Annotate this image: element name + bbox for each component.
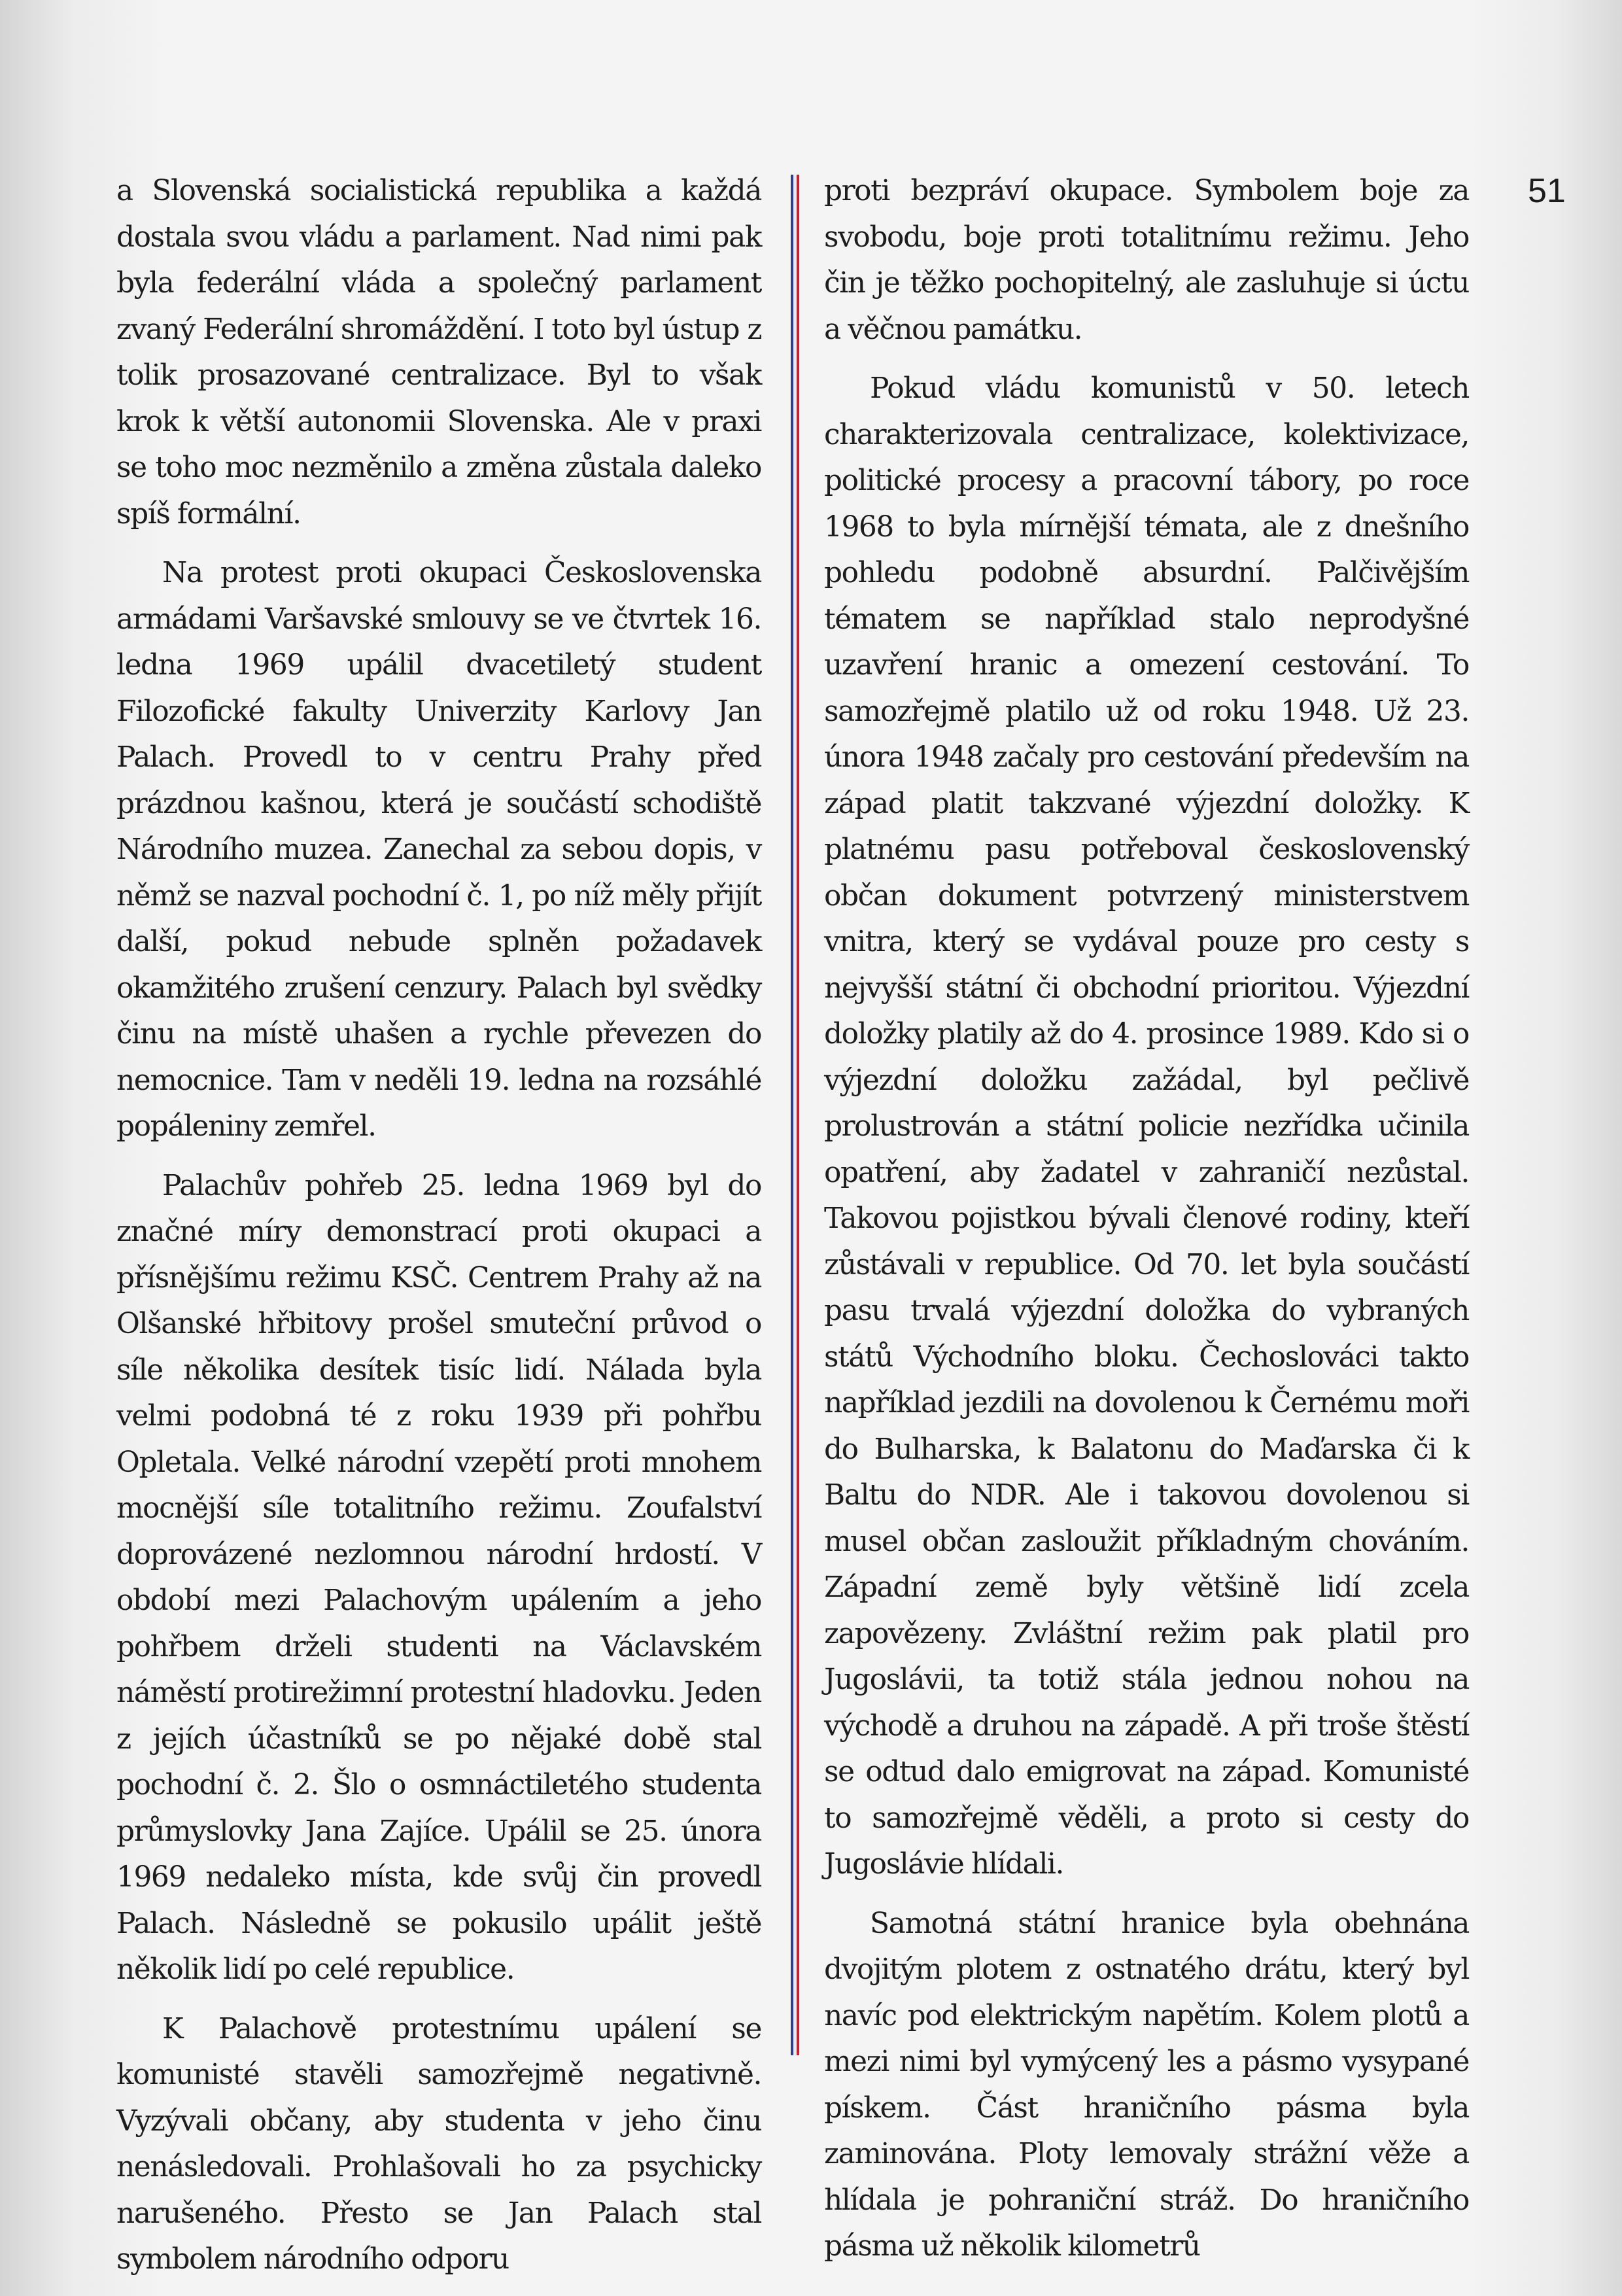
paragraph: Samotná státní hranice byla obehnána dvojitým plotem z ostnatého drátu, který byl navíc pod elektrickým napětím. Kolem plotů a mezi nimi byl vymýcený les a pásmo vysypané pískem. Část hraničního pásma byla zaminována. Ploty lemovaly strážní věže a hlídala je pohraniční stráž. Do hraničního pásma už několik kilometrů (824, 1906, 1469, 2263)
right-text-column (824, 168, 1469, 2283)
paragraph: proti bezpráví okupace. Symbolem boje za svobodu, boje proti totalitnímu režimu. Jeho čin je těžko pochopitelný, ale zasluhuje si úctu a věčnou památku. (824, 174, 1469, 346)
paragraph: Palachův pohřeb 25. ledna 1969 byl do značné míry demonstrací proti okupaci a přísnějšímu režimu KSČ. Centrem Prahy až na Olšanské hřbitovy prošel smuteční průvod o síle několika desítek tisíc lidí. Nálada byla velmi podobná té z roku 1939 při pohřbu Opletala. Velké národní vzepětí proti mnohem mocnější síle totalitního režimu. Zoufalství doprovázené nezlomnou národní hrdostí. V období mezi Palachovým upálením a jeho pohřbem drželi studenti na Václavském náměstí protirežimní protestní hladovku. Jeden z jejích účastníků se po nějaké době stal pochodní č. 2. Šlo o osmnáctiletého studenta průmyslovky Jana Zajíce. Upálil se 25. února 1969 nedaleko místa, kde svůj čin provedl Palach. Následně se pokusilo upálit ještě několik lidí po celé republice. (116, 1168, 761, 1986)
paragraph: a Slovenská socialistická republika a každá dostala svou vládu a parlament. Nad nimi pak byla federální vláda a společný parlament zvaný Federální shromáždění. I toto byl ústup z tolik prosazované centralizace. Byl to však krok k větší autonomii Slovenska. Ale v praxi se toho moc nezměnilo a změna zůstala daleko spíš formální. (116, 174, 761, 531)
tricolor-column-divider (791, 175, 799, 2055)
paragraph: Pokud vládu komunistů v 50. letech charakterizovala centralizace, kolektivizace, politické procesy a pracovní tábory, po roce 1968 to byla mírnější témata, ale z dnešního pohledu podobně absurdní. Palčivějším tématem se například stalo neprodyšné uzavření hranic a omezení cestování. To samozřejmě platilo už od roku 1948. Už 23. února 1948 začaly pro cestování především na západ platit takzvané výjezdní doložky. K platnému pasu potřeboval československý občan dokument potvrzený ministerstvem vnitra, který se vydával pouze pro cesty s nejvyšší státní či obchodní prioritou. Výjezdní doložky platily až do 4. prosince 1989. Kdo si o výjezdní doložku zažádal, byl pečlivě prolustrován a státní policie nezřídka učinila opatření, aby žadatel v zahraničí nezůstal. Takovou pojistkou bývali členové rodiny, kteří zůstávali v republice. Od 70. let byla součástí pasu trvalá výjezdní doložka do vybraných států Východního bloku. Čechoslováci takto například jezdili na dovolenou k Černému moři do Bulharska, k Balatonu do Maďarska či k Baltu do NDR. Ale i takovou dovolenou si musel občan zasloužit příkladným chováním. Západní země byly většině lidí zcela zapovězeny. Zvláštní režim pak platil pro Jugoslávii, ta totiž stála jednou nohou na východě a druhou na západě. A při troše štěstí se odtud dalo emigrovat na západ. Komunisté to samozřejmě věděli, a proto si cesty do Jugoslávie hlídali. (824, 372, 1469, 1881)
page-number: 51 (1528, 172, 1566, 210)
paragraph: K Palachově protestnímu upálení se komunisté stavěli samozřejmě negativně. Vyzývali občany, aby studenta v jeho činu nenásledovali. Prohlašovali ho za psychicky narušeného. Přesto se Jan Palach stal symbolem národního odporu (116, 2011, 761, 2276)
left-text-column (116, 168, 761, 2296)
divider-stripe-red (797, 175, 799, 2055)
paragraph: Na protest proti okupaci Československa armádami Varšavské smlouvy se ve čtvrtek 16. ledna 1969 upálil dvacetiletý student Filozofické fakulty Univerzity Karlovy Jan Palach. Provedl to v centru Prahy před prázdnou kašnou, která je součástí schodiště Národního muzea. Zanechal za sebou dopis, v němž se nazval pochodní č. 1, po níž měly přijít další, pokud nebude splněn požadavek okamžitého zrušení cenzury. Palach byl svědky činu na místě uhašen a rychle převezen do nemocnice. Tam v neděli 19. ledna na rozsáhlé popáleniny zemřel. (116, 556, 761, 1143)
